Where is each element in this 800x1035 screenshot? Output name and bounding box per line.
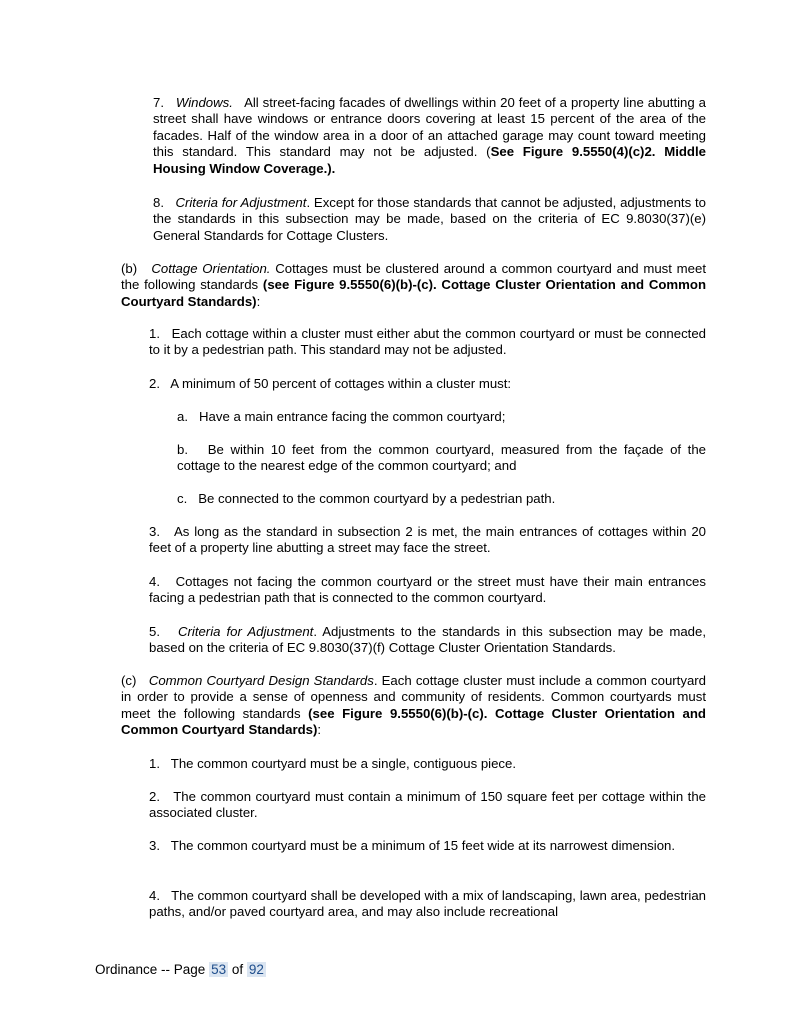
list-item-b2a: a. Have a main entrance facing the common courtyard;: [177, 409, 506, 424]
section-c-common-courtyard: (c) Common Courtyard Design Standards. Each cottage cluster must include a common courtyard in order to provide a sense of openness and community of residents. Common courtyards must meet the following standards (see Figure 9.5550(6)(b)-(c). Cottage Cluster Orientation and Common Courtyard Standards):: [121, 673, 706, 738]
paragraph-windows: 7. Windows. All street-facing facades of dwellings within 20 feet of a property line abutting a street shall have windows or entrance doors covering at least 15 percent of the area of the facades. Half of the window area in a door of an attached garage may count toward meeting this standard. This standard may not be adjusted. (See Figure 9.5550(4)(c)2. Middle Housing Window Coverage.).: [153, 95, 706, 176]
heading-common-courtyard: Common Courtyard Design Standards: [148, 673, 374, 688]
list-item-c1: 1. The common courtyard must be a single, contiguous piece.: [149, 756, 517, 771]
heading-cottage-orientation: Cottage Orientation.: [151, 261, 271, 276]
heading-windows: Windows.: [175, 95, 233, 110]
heading-criteria-adjustment: Criteria for Adjustment: [177, 624, 314, 639]
footer-label: Ordinance -- Page: [95, 962, 206, 977]
list-item-b2b: b. Be within 10 feet from the common courtyard, measured from the façade of the cottage to the nearest edge of the common courtyard; and: [177, 442, 706, 474]
page-total-field: 92: [248, 962, 264, 977]
list-item-b4: 4. Cottages not facing the common courtyard or the street must have their main entrances facing a pedestrian path that is connected to the common courtyard.: [149, 574, 706, 606]
footer-of: of: [231, 962, 244, 977]
list-item-b1: 1. Each cottage within a cluster must either abut the common courtyard or must be connected to it by a pedestrian path. This standard may not be adjusted.: [149, 326, 706, 358]
list-item-c4: 4. The common courtyard shall be developed with a mix of landscaping, lawn area, pedestrian paths, and/or paved courtyard area, and may also include recreational: [149, 888, 707, 920]
heading-criteria-adjustment: Criteria for Adjustment: [175, 195, 307, 210]
figure-reference: See Figure 9.5550(4)(c)2. Middle Housing Window Coverage.).: [153, 144, 706, 176]
list-item-b2: 2. A minimum of 50 percent of cottages within a cluster must:: [149, 376, 512, 391]
page-number-field: 53: [211, 962, 227, 977]
list-item-c3: 3. The common courtyard must be a minimum of 15 feet wide at its narrowest dimension.: [149, 838, 676, 853]
page-footer: [95, 962, 266, 978]
list-item-b2c: c. Be connected to the common courtyard by a pedestrian path.: [177, 491, 556, 506]
list-item-c2: 2. The common courtyard must contain a minimum of 150 square feet per cottage within the associated cluster.: [149, 789, 706, 821]
paragraph-criteria-adjustment-a: 8. Criteria for Adjustment. Except for those standards that cannot be adjusted, adjustments to the standards in this subsection may be made, based on the criteria of EC 9.8030(37)(e) General Standards for Cottage Clusters.: [153, 195, 706, 243]
section-b-cottage-orientation: (b) Cottage Orientation. Cottages must be clustered around a common courtyard and must meet the following standards (see Figure 9.5550(6)(b)-(c). Cottage Cluster Orientation and Common Courtyard Standards):: [121, 261, 706, 309]
figure-reference: (see Figure 9.5550(6)(b)-(c). Cottage Cluster Orientation and Common Courtyard Standards): [121, 705, 706, 738]
list-item-b5: 5. Criteria for Adjustment. Adjustments to the standards in this subsection may be made, based on the criteria of EC 9.8030(37)(f) Cottage Cluster Orientation Standards.: [149, 624, 706, 656]
figure-reference: (see Figure 9.5550(6)(b)-(c). Cottage Cluster Orientation and Common Courtyard Standards): [121, 277, 706, 309]
list-item-b3: 3. As long as the standard in subsection 2 is met, the main entrances of cottages within 20 feet of a property line abutting a street may face the street.: [149, 524, 706, 556]
